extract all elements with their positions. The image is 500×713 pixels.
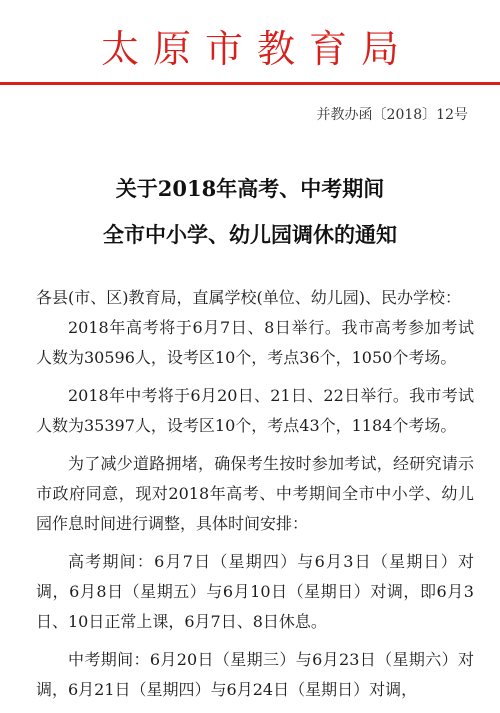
- text-line: 对调，6月8日（星期五）与6月10日（星期日）对调，即: [36, 552, 474, 601]
- issuer-title: 太原市教育局: [100, 27, 413, 71]
- text-line: 2018年高考将于6月7日、8日举行。我市高考参加考: [68, 318, 458, 337]
- paragraph-adjustment-reason: [36, 449, 474, 539]
- text-line: 高考期间：6月7日（星期四）与6月3日（星期日）: [68, 552, 458, 571]
- text-line: 幼儿园作息时间进行调整，具体时间安排：: [36, 484, 474, 533]
- paragraph-zhongkao-info: [36, 381, 474, 441]
- text-line: 中考期间：6月20日（星期三）与6月23日（星期六）: [68, 650, 458, 669]
- paragraph-gaokao-info: [36, 313, 474, 373]
- notice-heading: [0, 166, 500, 258]
- document-number: 并教办函〔2018〕12号: [316, 107, 468, 123]
- text-line: 对调，6月21日（星期四）与6月24日（星期日）对调，: [36, 650, 474, 699]
- paragraph-gaokao-schedule: [36, 547, 474, 637]
- text-line: 示市政府同意，现对2018年高考、中考期间全市中小学、: [36, 454, 474, 503]
- text-line: 2018年中考将于6月20日、21日、22日举行。我市考: [68, 386, 458, 405]
- paragraph-zhongkao-schedule: [36, 645, 474, 705]
- text-line: 试人数为35397人，设考区10个，考点43个，1184个考场。: [36, 386, 474, 435]
- heading-line-2: 全市中小学、幼儿园调休的通知: [103, 222, 397, 247]
- text-line: 6月3日、10日正常上课，6月7日、8日休息。: [36, 582, 474, 631]
- notice-body: [36, 283, 474, 713]
- salutation: 各县(市、区)教育局，直属学校(单位、幼儿园)、民办学校：: [36, 288, 461, 307]
- text-line: 为了减少道路拥堵，确保考生按时参加考试，经研究请: [68, 454, 458, 473]
- text-line: 试人数为30596人，设考区10个，考点36个，1050个考场。: [36, 318, 474, 367]
- heading-line-1: 关于2018年高考、中考期间: [115, 176, 385, 201]
- red-divider: [0, 82, 500, 85]
